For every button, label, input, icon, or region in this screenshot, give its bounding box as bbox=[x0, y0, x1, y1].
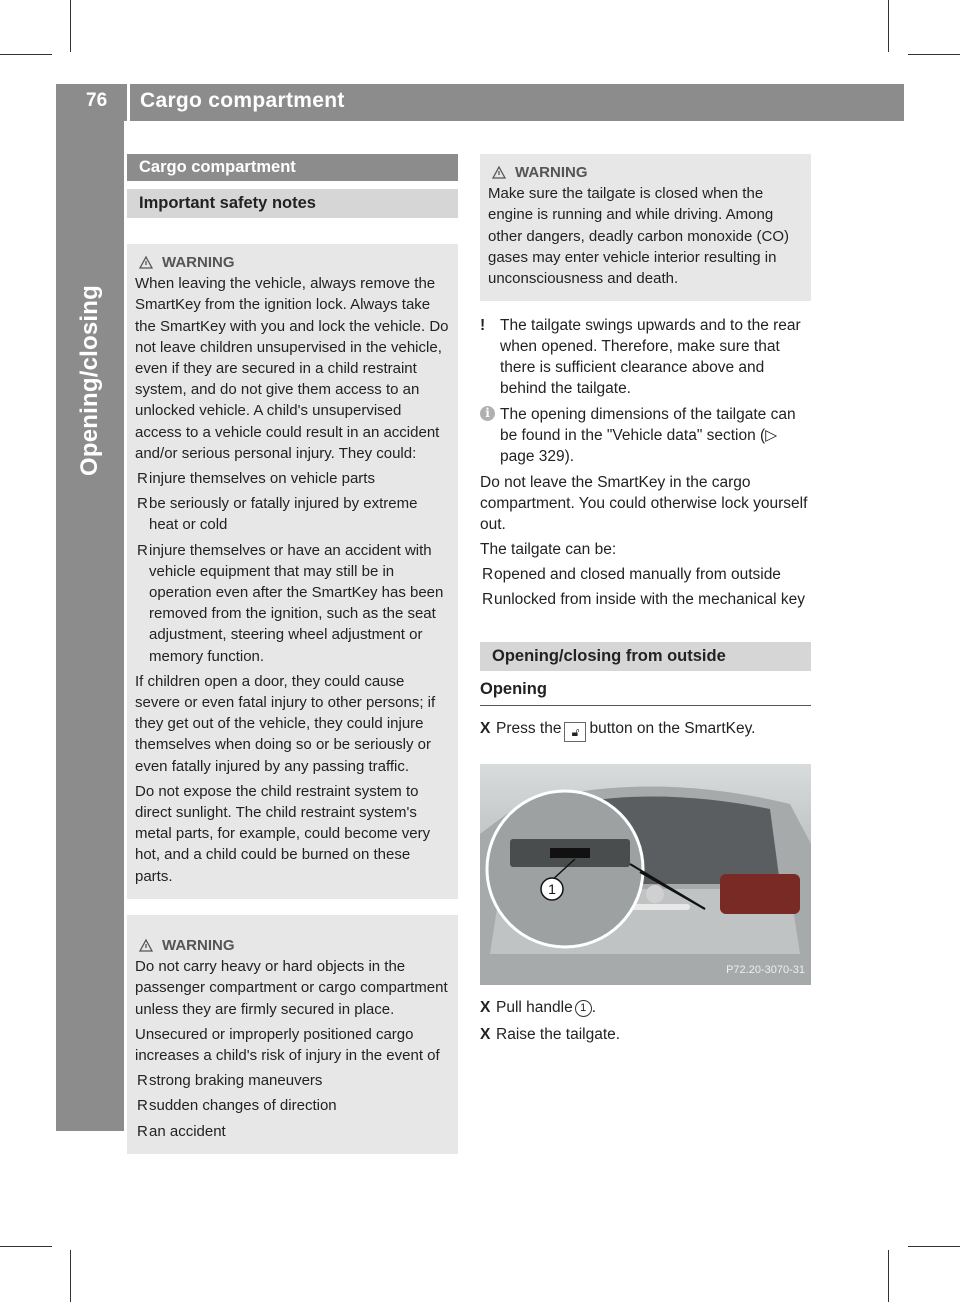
warning-text: Unsecured or improperly positioned cargo increases a child's risk of injury in the event of bbox=[135, 1025, 440, 1064]
info-note-text: The opening dimensions of the tailgate can be found in the "Vehicle data" section (▷ page 329). bbox=[500, 406, 796, 466]
crop-mark bbox=[0, 54, 52, 55]
tailgate-illustration bbox=[480, 764, 811, 985]
warning-text: Make sure the tailgate is closed when the engine is running and while driving. Among other dangers, deadly carbon monoxide (CO) gases may enter vehicle interior resulting in unconsciousness and death. bbox=[488, 185, 789, 288]
step-arrow-icon: X bbox=[480, 720, 491, 738]
chapter-title: Opening/closing bbox=[76, 284, 103, 476]
crop-mark bbox=[70, 0, 71, 52]
list-item: R opened and closed manually from outside bbox=[482, 566, 781, 584]
warning-header bbox=[135, 252, 450, 273]
warning-text: When leaving the vehicle, always remove the SmartKey from the ignition lock. Always take the SmartKey with you and lock the vehicle. Do not leave children unsupervised in the vehicle, even if they are secured in a child restraint system, and do not give them access to an unlocked vehicle. A child's unsupervised access to a vehicle could result in an accident and/or serious personal injury. They could: bbox=[135, 275, 449, 462]
warning-text: If children open a door, they could cause severe or even fatal injury to other persons; if they get out of the vehicle, they could injure themselves when doing so or be seriously or even fatally injured by any passing traffic. bbox=[135, 672, 436, 775]
warning-box bbox=[480, 154, 811, 301]
step-arrow-icon: X bbox=[480, 999, 491, 1017]
step-arrow-icon: X bbox=[480, 1026, 491, 1044]
warning-bullet-list bbox=[135, 468, 450, 667]
crop-mark bbox=[0, 1246, 52, 1247]
list-item: R be seriously or fatally injured by extreme heat or cold bbox=[137, 495, 418, 534]
callout-number: 1 bbox=[575, 1000, 592, 1017]
warning-label: WARNING bbox=[515, 164, 588, 181]
crop-mark bbox=[70, 1250, 71, 1302]
info-icon: i bbox=[480, 406, 495, 421]
instruction-step: X Pull handle 1 . bbox=[480, 999, 597, 1017]
warning-label: WARNING bbox=[162, 254, 235, 271]
list-item: R injure themselves or have an accident with vehicle equipment that may still be in operation even after the SmartKey has been removed from the ignition, such as the seat adjustment, steering wheel adjustment or memory function. bbox=[137, 541, 444, 665]
warning-header bbox=[135, 935, 450, 956]
warning-label: WARNING bbox=[162, 936, 235, 954]
body-paragraph: The tailgate can be: bbox=[480, 541, 617, 559]
crop-mark bbox=[888, 1250, 889, 1302]
header-divider bbox=[127, 84, 130, 121]
warning-text: Do not expose the child restraint system to direct sunlight. The child restraint system's metal parts, for example, could become very hot, and a child could be burned on these parts. bbox=[135, 782, 431, 885]
crop-mark bbox=[908, 1246, 960, 1247]
crop-mark bbox=[888, 0, 889, 52]
warning-bullet-list bbox=[135, 1070, 450, 1142]
crop-mark bbox=[908, 54, 960, 55]
body-paragraph: Do not leave the SmartKey in the cargo compartment. You could otherwise lock yourself out. bbox=[480, 474, 808, 534]
warning-header bbox=[488, 162, 803, 183]
instruction-step: X Raise the tailgate. bbox=[480, 1026, 621, 1044]
list-item: R sudden changes of direction bbox=[137, 1097, 337, 1115]
list-item: R strong braking maneuvers bbox=[137, 1072, 323, 1090]
figure-caption: P72.20-3070-31 bbox=[726, 964, 805, 977]
unlock-key-icon: 🔓︎ bbox=[564, 722, 586, 742]
warning-triangle-icon bbox=[492, 166, 506, 179]
right-column bbox=[480, 154, 811, 1045]
caution-note bbox=[480, 315, 811, 399]
section-title: Opening/closing from outside bbox=[480, 642, 811, 671]
svg-text:1: 1 bbox=[548, 881, 556, 898]
chapter-side-tab bbox=[56, 121, 124, 1131]
subheading: Opening bbox=[480, 679, 811, 706]
section-title: Cargo compartment bbox=[127, 154, 458, 181]
page-number: 76 bbox=[86, 90, 108, 111]
instruction-step: X Press the 🔓︎ button on the SmartKey. bbox=[480, 718, 811, 742]
caution-exclamation-icon: ! bbox=[480, 317, 486, 335]
car-rear-image bbox=[480, 764, 811, 985]
subsection-title: Important safety notes bbox=[127, 189, 458, 218]
warning-text: Do not carry heavy or hard objects in the passenger compartment or cargo compartment unless they are firmly secured in place. bbox=[135, 958, 448, 1018]
bullet-list bbox=[480, 564, 811, 610]
page-header bbox=[56, 84, 904, 121]
list-item: R unlocked from inside with the mechanical key bbox=[482, 591, 806, 609]
left-column bbox=[127, 154, 458, 1154]
warning-triangle-icon bbox=[139, 939, 153, 952]
caution-note-text: The tailgate swings upwards and to the rear when opened. Therefore, make sure that there is sufficient clearance above and behind the tailgate. bbox=[500, 317, 801, 398]
warning-box bbox=[127, 244, 458, 899]
warning-box bbox=[127, 915, 458, 1154]
list-item: R injure themselves on vehicle parts bbox=[137, 470, 375, 488]
warning-triangle-icon bbox=[139, 256, 153, 269]
list-item: R an accident bbox=[137, 1122, 226, 1140]
info-note bbox=[480, 404, 811, 467]
page-title: Cargo compartment bbox=[140, 89, 345, 112]
